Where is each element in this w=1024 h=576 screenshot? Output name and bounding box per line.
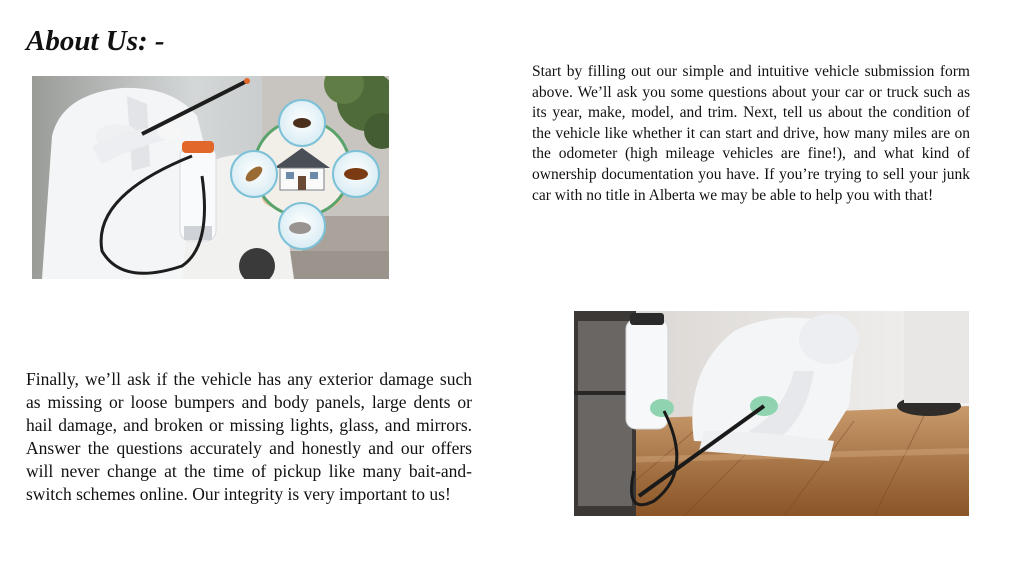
- page-title: About Us: -: [26, 25, 165, 57]
- pest-control-sprayer-photo: [32, 76, 389, 279]
- floor-spraying-technician-photo: [574, 311, 969, 516]
- intro-paragraph: Start by filling out our simple and intuitive vehicle submission form above. We’ll ask you some questions about your car or truck such as its year, make, model, and trim. Next, tell us about the condition of the vehicle like whether it can start and drive, how many miles are on the odometer (high mileage vehicles are fine!), and what kind of ownership documentation you have. If you’re trying to sell your junk car with no title in Alberta we may be able to help you with that!: [532, 63, 970, 204]
- closing-paragraph: Finally, we’ll ask if the vehicle has any exterior damage such as missing or loose bumpers and body panels, large dents or hail damage, and broken or missing lights, glass, and mirrors. Answer the questions accurately and honestly and our offers will never change at the time of pickup like many bait-and-switch schemes online. Our integrity is very important to us!: [26, 369, 472, 504]
